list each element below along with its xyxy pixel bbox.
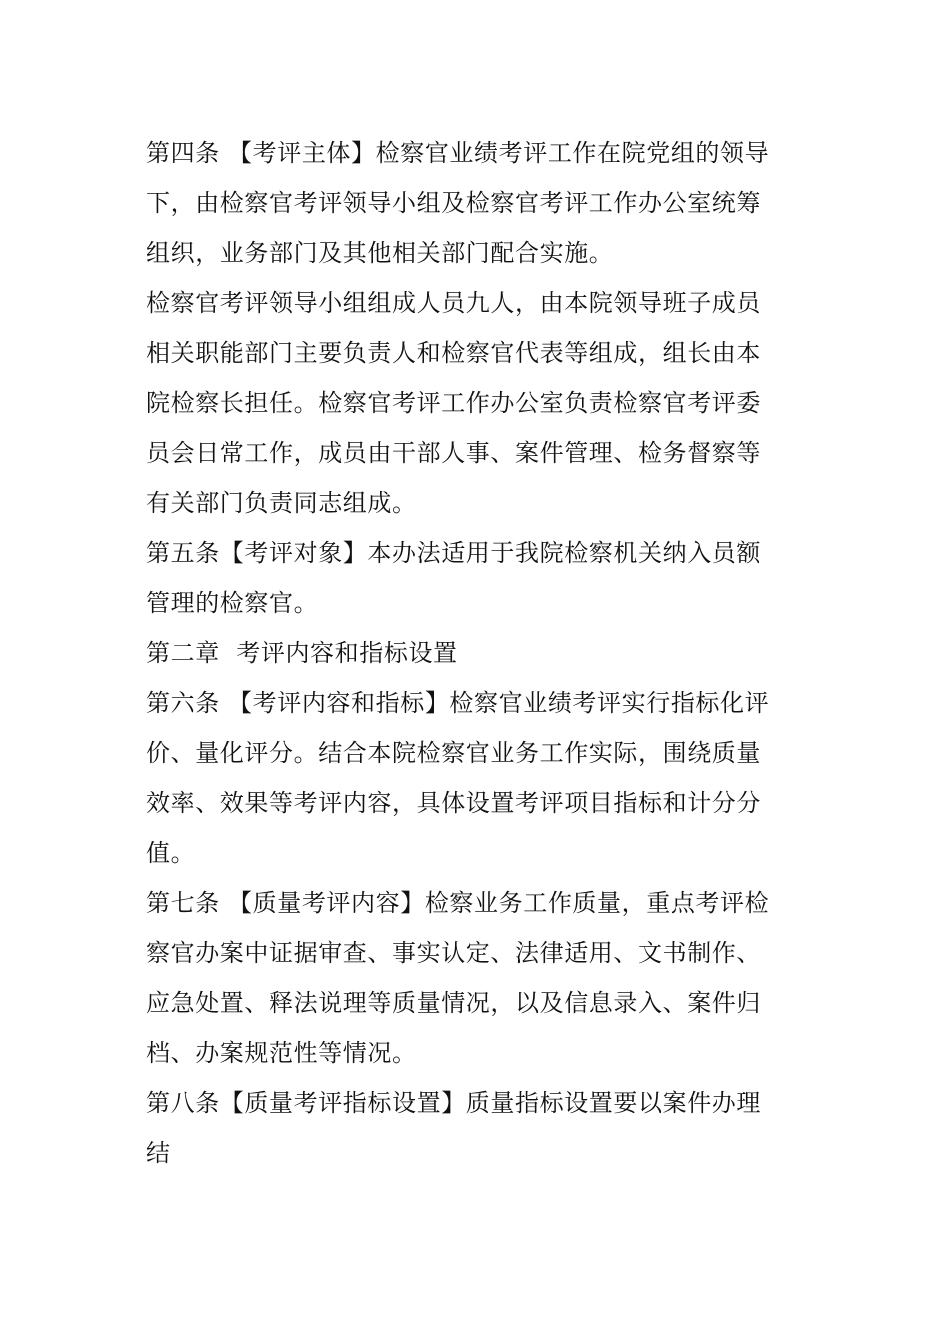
text-line: 效率、效果等考评内容，具体设置考评项目指标和计分分 (146, 789, 761, 817)
text-line: 应急处置、释法说理等质量情况，以及信息录入、案件归 (146, 989, 761, 1017)
text-line: 管理的检察官。 (146, 589, 319, 617)
text-line: 有关部门负责同志组成。 (146, 489, 417, 517)
text-line: 第八条【质量考评指标设置】质量指标设置要以案件办理 (146, 1089, 761, 1117)
text-line: 察官办案中证据审查、事实认定、法律适用、文书制作、 (146, 939, 761, 967)
text-line: 下，由检察官考评领导小组及检察官考评工作办公室统筹 (146, 189, 761, 217)
text-line: 组织，业务部门及其他相关部门配合实施。 (146, 239, 614, 267)
document-body (146, 128, 810, 1178)
text-line: 档、办案规范性等情况。 (146, 1039, 417, 1067)
text-line: 员会日常工作，成员由干部人事、案件管理、检务督察等 (146, 439, 761, 467)
text-line: 第五条【考评对象】本办法适用于我院检察机关纳入员额 (146, 539, 761, 567)
chapter-heading: 第二章 考评内容和指标设置 (146, 639, 458, 667)
text-line: 第六条 【考评内容和指标】检察官业绩考评实行指标化评 (146, 689, 770, 717)
text-line: 值。 (146, 839, 196, 867)
text-line: 院检察长担任。检察官考评工作办公室负责检察官考评委 (146, 389, 761, 417)
text-line: 结 (146, 1139, 171, 1167)
text-line: 相关职能部门主要负责人和检察官代表等组成，组长由本 (146, 339, 761, 367)
text-line: 检察官考评领导小组组成人员九人，由本院领导班子成员 (146, 289, 761, 317)
text-line: 第七条 【质量考评内容】检察业务工作质量，重点考评检 (146, 889, 770, 917)
text-line: 第四条 【考评主体】检察官业绩考评工作在院党组的领导 (146, 139, 770, 167)
text-line: 价、量化评分。结合本院检察官业务工作实际，围绕质量 (146, 739, 761, 767)
